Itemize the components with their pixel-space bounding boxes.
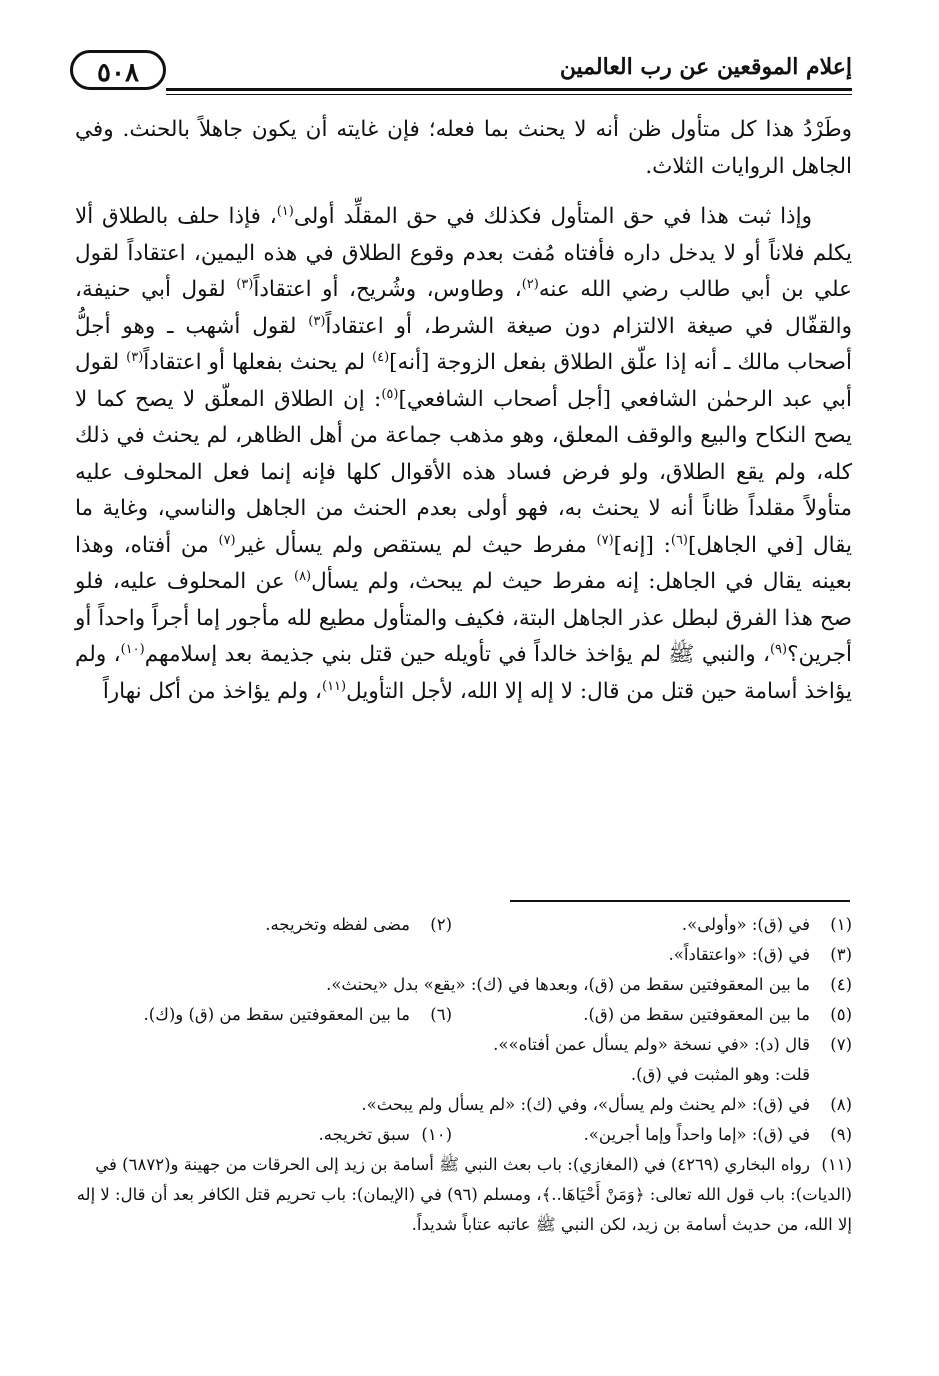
footnote-ref: (١١) <box>322 678 347 694</box>
footnote-row <box>70 1150 852 1240</box>
footnote-ref: (٥) <box>381 386 399 402</box>
text-run: ، ولم يؤاخذ أسامة حين قتل من قال: لا إله إلا الله، لأجل التأويل <box>75 642 852 704</box>
footnote-text: سبق تخريجه. <box>318 1125 410 1144</box>
footnote-second-column <box>144 1000 452 1030</box>
footnote-ref: (٧) <box>218 532 236 548</box>
header-rule <box>166 88 852 95</box>
footnote-number: (١) <box>830 915 852 934</box>
footnote-number: (٩) <box>830 1125 852 1144</box>
footnote-number: (٢) <box>430 915 452 934</box>
footnote-text: ما بين المعقوفتين سقط من (ق). <box>583 1005 810 1024</box>
text-run: لقول أبي حنيفة، والقفّال في صيغة الالتزام دون صيغة الشرط، أو اعتقاداً <box>75 277 852 339</box>
footnote-text: ما بين المعقوفتين سقط من (ق)، وبعدها في (ك): «يقع» بدل «يحنث». <box>326 975 810 994</box>
footnotes <box>70 910 852 1240</box>
main-text <box>75 112 852 710</box>
footnote-number: (٨) <box>830 1095 852 1114</box>
text-run: ، والنبي ﷺ لم يؤاخذ خالداً في تأويله حين قتل بني جذيمة بعد إسلامهم <box>144 642 770 667</box>
page-header <box>70 50 852 100</box>
footnote-text: قال (د): «في نسخة «ولم يسأل عمن أفتاه»». <box>493 1035 810 1054</box>
footnote-ref: (٧) <box>596 532 614 548</box>
footnote-second-column <box>319 1120 453 1150</box>
footnote-second-column <box>265 910 452 940</box>
footnote-ref: (٣) <box>236 276 254 292</box>
footnote-row <box>70 970 852 1000</box>
text-run: لقول أشهب ـ وهو أجلُّ أصحاب مالك ـ أنه إذا علّق الطلاق بفعل الزوجة [أنه] <box>75 313 852 375</box>
footnote-row <box>70 940 852 970</box>
footnote-row <box>70 1060 852 1090</box>
text-run: مفرط حيث لم يستقص ولم يسأل غير <box>235 532 597 558</box>
footnote-ref: (٤) <box>372 349 390 365</box>
footnote-number: (١٠) <box>421 1125 452 1144</box>
footnote-text: مضى لفظه وتخريجه. <box>265 915 410 934</box>
footnote-number: (٤) <box>830 975 852 994</box>
footnote-number: (٥) <box>830 1005 852 1024</box>
footnote-text: في (ق): «لم يحنث ولم يسأل»، وفي (ك): «لم يسأل ولم يبحث». <box>361 1095 810 1114</box>
footnote-row <box>70 1120 852 1150</box>
footnote-text: في (ق): «وأولى». <box>681 915 810 934</box>
footnote-number: (٦) <box>430 1005 452 1024</box>
text-run: : إن الطلاق المعلّق لا يصح كما لا يصح النكاح والبيع والوقف المعلق، وهو مذهب جماعة من أهل الظاهر، لم يحنث في ذلك كله، ولم يقع الطلاق، ولو فرض فساد هذه الأقوال كلها فإنه إنما فعل المحلوف عليه متأولاً مقلداً ظاناً أنه لا يحنث به، فهو أولى بعدم الحنث من الجاهل والناسي، وغاية ما يقال [في الجاهل] <box>75 386 852 558</box>
footnote-ref: (٢) <box>521 276 539 292</box>
text-run: ، ولم يؤاخذ من أكل نهاراً <box>102 678 322 704</box>
footnote-ref: (٩) <box>769 641 788 657</box>
page-number: ٥٠٨ <box>70 50 166 90</box>
text-run: وإذا ثبت هذا في حق المتأول فكذلك في حق المقلِّد أولى <box>293 204 812 229</box>
paragraph: وطَرْدُ هذا كل متأول ظن أنه لا يحنث بما فعله؛ فإن غايته أن يكون جاهلاً بالحنث. وفي الجاهل الروايات الثلاث. <box>75 117 852 179</box>
footnote-ref: (١) <box>276 203 294 219</box>
footnote-row <box>70 1000 852 1030</box>
footnote-text: في (ق): «واعتقاداً». <box>668 945 810 964</box>
text-run: لم يحنث بفعلها أو اعتقاداً <box>143 350 373 375</box>
footnote-ref: (١٠) <box>120 641 145 657</box>
text-run: عن المحلوف عليه، فلو صح هذا الفرق لبطل عذر الجاهل البتة، فكيف والمتأول مطيع لله مأجور إما أجراً واحداً أو أجرين؟ <box>75 569 852 667</box>
footnote-ref: (٨) <box>293 568 312 584</box>
paragraph <box>75 199 852 710</box>
footnote-text: في (ق): «إما واحداً وإما أجرين». <box>583 1125 810 1144</box>
footnote-separator <box>510 900 850 902</box>
text-run: ، وطاوس، وشُريح، أو اعتقاداً <box>253 277 522 302</box>
footnote-row <box>70 1090 852 1120</box>
footnote-ref: (٣) <box>126 349 144 365</box>
footnote-text: قلت: وهو المثبت في (ق). <box>630 1065 810 1084</box>
footnote-number: (٣) <box>830 945 852 964</box>
running-title: إعلام الموقعين عن رب العالمين <box>559 54 852 80</box>
footnote-ref: (٦) <box>670 532 688 548</box>
text-run: لقول أبي عبد الرحمٰن الشافعي [أجل أصحاب الشافعي] <box>75 350 852 412</box>
footnote-row <box>70 910 852 940</box>
footnote-number: (٧) <box>830 1035 852 1054</box>
text-run: : [إنه] <box>613 532 671 558</box>
text-run: من أفتاه، وهذا بعينه يقال في الجاهل: إنه مفرط حيث لم يبحث، ولم يسأل <box>75 532 852 594</box>
footnote-text: رواه البخاري (٤٢٦٩) في (المغازي): باب بعث النبي ﷺ أسامة بن زيد إلى الحرقات من جهينة و(٦٨٧٢) في (الديات): باب قول الله تعالى: ﴿وَمَنْ أَحْيَاهَا..﴾، ومسلم (٩٦) في (الإيمان): باب تحريم قتل الكافر بعد أن قال: لا إله إلا الله، من حديث أسامة بن زيد، لكن النبي ﷺ عاتبه عتاباً شديداً. <box>76 1155 852 1234</box>
footnote-number: (١١) <box>821 1155 852 1174</box>
footnote-text: ما بين المعقوفتين سقط من (ق) و(ك). <box>143 1005 410 1024</box>
footnote-row <box>70 1030 852 1060</box>
footnote-ref: (٣) <box>308 313 326 329</box>
text-run: ، فإذا حلف بالطلاق ألا يكلم فلاناً أو لا يدخل داره فأفتاه مُفت بعدم وقوع الطلاق في هذه اليمين، اعتقاداً لقول علي بن أبي طالب رضي الله عنه <box>75 204 852 302</box>
